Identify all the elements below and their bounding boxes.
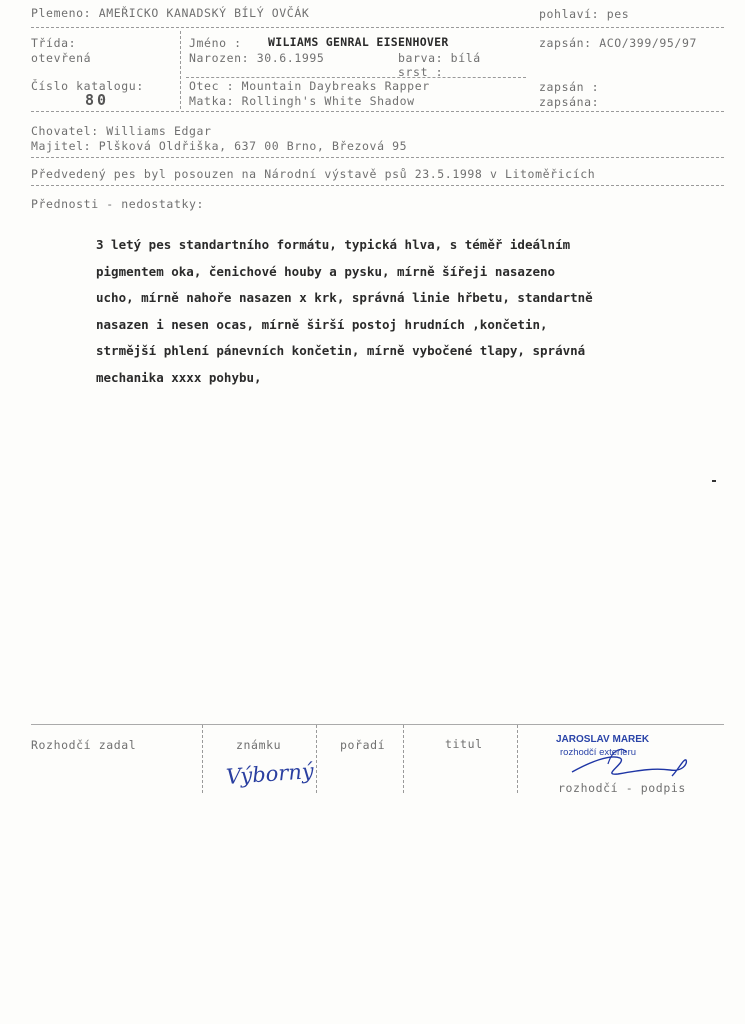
class-value: otevřená bbox=[31, 51, 92, 65]
judge-gave-label: Rozhodčí zadal bbox=[31, 738, 137, 752]
signature-icon bbox=[560, 740, 700, 785]
title-label: titul bbox=[445, 737, 483, 751]
dog-name: WILIAMS GENRAL EISENHOVER bbox=[268, 35, 449, 49]
judge-stamp-name: JAROSLAV MAREK bbox=[556, 734, 650, 745]
placement-label: pořadí bbox=[340, 738, 386, 752]
catalog-number: 80 bbox=[85, 91, 110, 109]
name-label: Jméno : bbox=[189, 36, 242, 50]
judge-stamp-role: rozhodčí exterieru bbox=[560, 747, 637, 758]
color: barva: bílá bbox=[398, 51, 481, 65]
divider bbox=[31, 185, 724, 186]
column-divider bbox=[517, 725, 518, 793]
mother: Matka: Rollingh's White Shadow bbox=[189, 94, 415, 108]
divider bbox=[31, 157, 724, 158]
merits-label: Přednosti - nedostatky: bbox=[31, 197, 205, 211]
father-registration: zapsán : bbox=[539, 80, 600, 94]
birth-date: Narozen: 30.6.1995 bbox=[189, 51, 325, 65]
evaluation-line: nasazen i nesen ocas, mírně širší postoj hrudních ,končetin, bbox=[96, 316, 548, 332]
owner: Majitel: Plšková Oldřiška, 637 00 Brno, Březová 95 bbox=[31, 139, 408, 153]
footer-divider bbox=[31, 724, 724, 725]
grade-label: známku bbox=[236, 738, 282, 752]
evaluation-line: 3 letý pes standartního formátu, typická hlva, s téměř ideálním bbox=[96, 237, 571, 252]
divider bbox=[31, 27, 724, 28]
signature-label: rozhodčí - podpis bbox=[558, 781, 686, 795]
column-divider bbox=[202, 725, 203, 793]
evaluation-line: strmější phlení pánevních končetin, mírně vybočené tlapy, správná bbox=[96, 343, 586, 358]
breeder: Chovatel: Williams Edgar bbox=[31, 124, 212, 138]
column-divider bbox=[403, 725, 404, 793]
father: Otec : Mountain Daybreaks Rapper bbox=[189, 79, 430, 93]
catalog-label: Číslo katalogu: bbox=[31, 79, 144, 93]
evaluation-line: ucho, mírně nahoře nasazen x krk, správná linie hřbetu, standartně bbox=[96, 290, 593, 305]
sex-label: pohlaví: pes bbox=[539, 7, 630, 21]
breed-label: Plemeno: AMEŘICKO KANADSKÝ BÍLÝ OVČÁK bbox=[31, 6, 310, 20]
divider bbox=[31, 111, 724, 112]
evaluation-line: pigmentem oka, čenichové houby a pysku, mírně šířeji nasazeno bbox=[96, 263, 556, 279]
stray-mark bbox=[712, 480, 716, 482]
evaluation-text bbox=[96, 232, 716, 391]
divider bbox=[186, 77, 526, 78]
show-info: Předvedený pes byl posouzen na Národní výstavě psů 23.5.1998 v Litoměřicích bbox=[31, 167, 596, 181]
class-label: Třída: bbox=[31, 36, 77, 50]
registration: zapsán: ACO/399/95/97 bbox=[539, 36, 697, 50]
evaluation-line: mechanika xxxx pohybu, bbox=[96, 369, 262, 385]
grade-handwritten: Výborný bbox=[225, 758, 315, 790]
coat: srst : bbox=[398, 65, 444, 79]
mother-registration: zapsána: bbox=[539, 95, 600, 109]
column-divider bbox=[180, 31, 181, 109]
column-divider bbox=[316, 725, 317, 793]
